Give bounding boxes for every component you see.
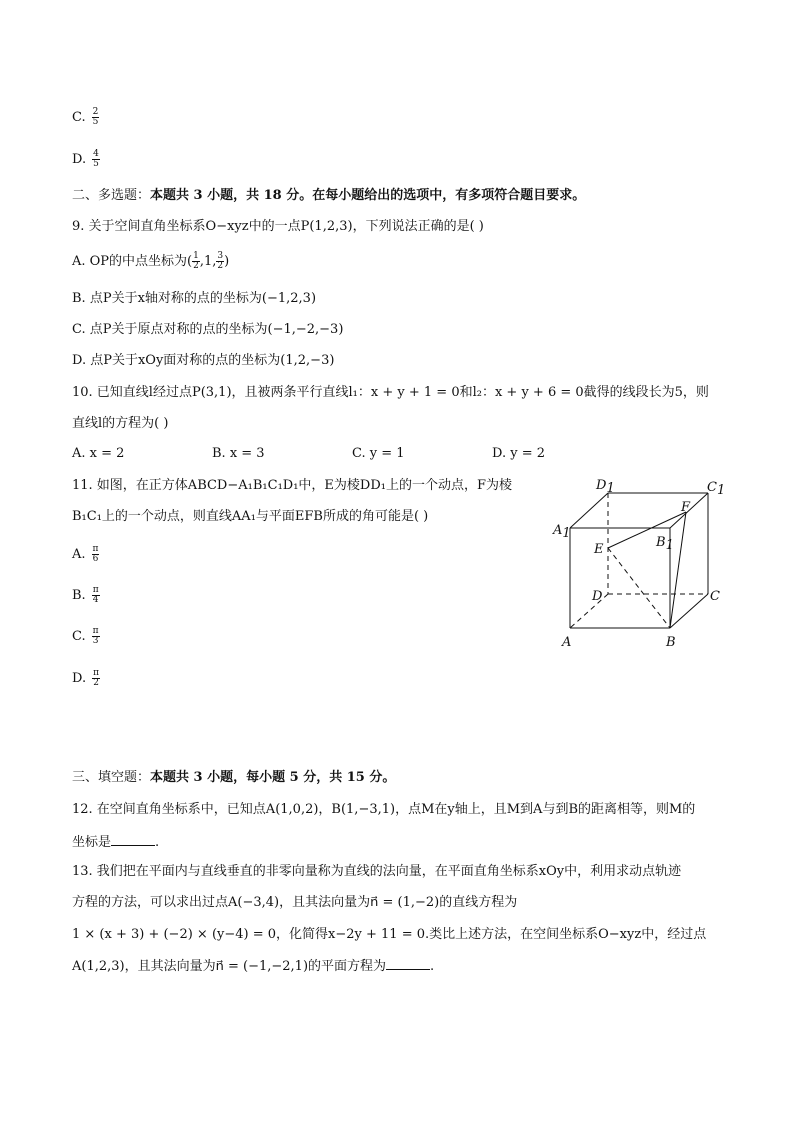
q11-stem-line2: B₁C₁上的一个动点，则直线AA₁与平面EFB所成的角可能是( ): [72, 509, 429, 524]
segment-ef: [608, 512, 686, 548]
label-c1: C1: [707, 480, 726, 498]
q9-option-b: B. 点P关于x轴对称的点的坐标为(−1,2,3): [72, 291, 317, 306]
section-2-heading: 二、多选题：本题共 3 小题，共 18 分。在每小题给出的选项中，有多项符合题目要求。: [72, 188, 586, 203]
q11-option-c: C. $\frac{\pi}{3}$: [72, 626, 99, 646]
edge-a1d1: [570, 493, 608, 528]
q9-option-d: D. 点P关于xOy面对称的点的坐标为(1,2,−3): [72, 353, 335, 368]
fraction: $\frac{4}{5}$: [93, 149, 99, 169]
q9-option-a: A. OP的中点坐标为( $\frac{1}{2}$ ,1, $\frac{3}{2}$ ): [72, 251, 230, 271]
edge-cb: [670, 594, 708, 628]
option-label: D.: [72, 151, 87, 167]
label-c: C: [710, 589, 720, 604]
q11-stem-line1: 11. 如图，在正方体ABCD−A₁B₁C₁D₁中，E为棱DD₁上的一个动点，F为棱: [72, 478, 512, 493]
fraction: $\frac{2}{5}$: [92, 107, 99, 127]
label-f: F: [681, 500, 691, 515]
fraction: $\frac{\pi}{3}$: [92, 626, 99, 646]
q11-option-b: B. $\frac{\pi}{4}$: [72, 585, 99, 605]
answer-blank[interactable]: [111, 833, 155, 846]
q10-stem-line2: 直线l的方程为( ): [72, 416, 169, 431]
label-e: E: [594, 542, 604, 557]
q8-option-d: [72, 150, 100, 169]
segment-eb-hidden: [608, 548, 670, 628]
fraction: $\frac{\pi}{4}$: [92, 585, 99, 605]
label-a1: A1: [553, 523, 571, 541]
q13-line1: 13. 我们把在平面内与直线垂直的非零向量称为直线的法向量，在平面直角坐标系xOy中，利用求动点轨迹: [72, 864, 682, 879]
option-label: C.: [72, 109, 86, 125]
segment-fb: [670, 512, 686, 628]
fraction: $\frac{3}{2}$: [217, 251, 224, 271]
label-d: D: [592, 589, 603, 604]
q13-line3: 1 × (x + 3) + (−2) × (y−4) = 0，化简得x−2y + 11 = 0.类比上述方法，在空间坐标系O−xyz中，经过点: [72, 927, 707, 942]
q13-line2: 方程的方法，可以求出过点A(−3,4)，且其法向量为n⃗ = (1,−2)的直线方程为: [72, 895, 518, 910]
fraction: $\frac{\pi}{2}$: [93, 668, 100, 688]
fraction: $\frac{\pi}{6}$: [92, 544, 99, 564]
q10-stem-line1: 10. 已知直线l经过点P(3,1)，且被两条平行直线l₁：x + y + 1 = 0和l₂：x + y + 6 = 0截得的线段长为5，则: [72, 385, 709, 400]
label-b1: B1: [656, 535, 674, 553]
q9-stem: 9. 关于空间直角坐标系O−xyz中的一点P(1,2,3)，下列说法正确的是( ): [72, 219, 484, 234]
q10-option-b: B. x = 3: [212, 446, 265, 461]
q12-line2: 坐标是 .: [72, 835, 160, 850]
q9-option-c: C. 点P关于原点对称的点的坐标为(−1,−2,−3): [72, 322, 344, 337]
q13-line4: A(1,2,3)，且其法向量为n⃗ = (−1,−2,1)的平面方程为 .: [72, 959, 435, 974]
q10-option-a: A. x = 2: [72, 446, 125, 461]
answer-blank[interactable]: [386, 957, 430, 970]
q10-option-c: C. y = 1: [352, 446, 405, 461]
q10-option-d: D. y = 2: [492, 446, 545, 461]
section-3-heading: 三、填空题：本题共 3 小题，每小题 5 分，共 15 分。: [72, 770, 396, 785]
q11-option-d: D. $\frac{\pi}{2}$: [72, 668, 100, 688]
fraction: $\frac{1}{2}$: [193, 251, 199, 271]
q12-line1: 12. 在空间直角坐标系中，已知点A(1,0,2)，B(1,−3,1)，点M在y轴上，且M到A与到B的距离相等，则M的: [72, 802, 696, 817]
q11-option-a: A. $\frac{\pi}{6}$: [72, 544, 99, 564]
q10-options: [72, 446, 632, 461]
label-a: A: [562, 635, 572, 650]
q8-option-c: [72, 108, 99, 127]
label-b: B: [666, 635, 676, 650]
cube-figure: [550, 476, 730, 652]
label-d1: D1: [596, 478, 615, 496]
